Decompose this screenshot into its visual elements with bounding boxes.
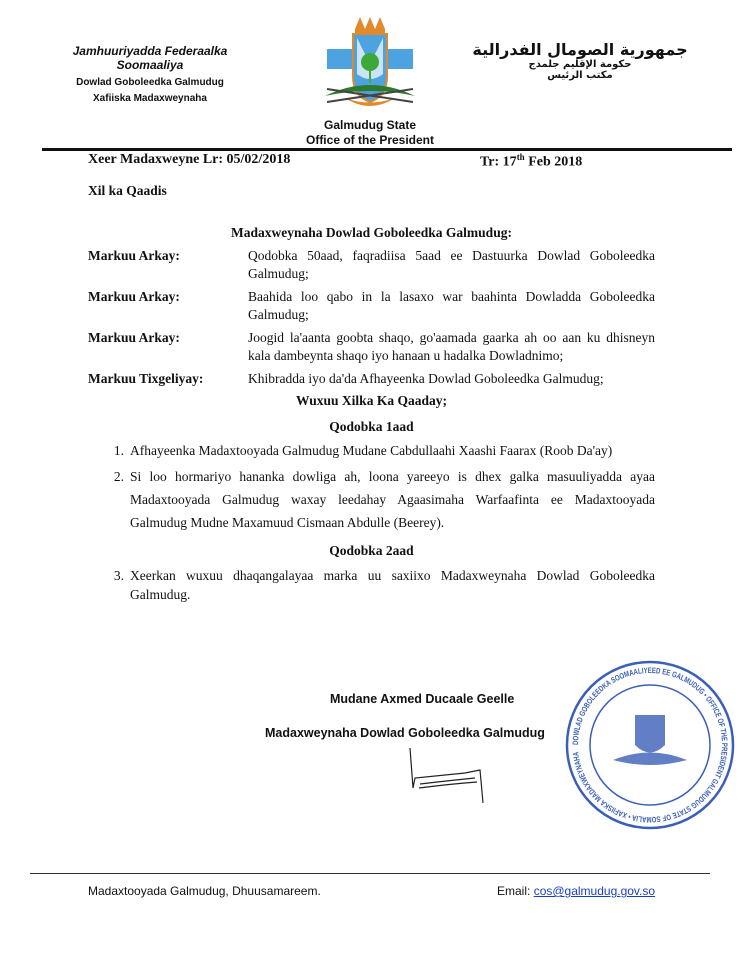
footer-email bbox=[497, 884, 655, 898]
decree-number: Xeer Madaxweyne Lr: 05/02/2018 bbox=[88, 152, 291, 167]
article-item bbox=[88, 465, 655, 534]
article-item bbox=[88, 439, 655, 462]
article-item-text: Xeerkan wuxuu dhaqangalayaa marka uu saxiixo Madaxweynaha Dowlad Goboleedka Galmudug. bbox=[130, 568, 655, 602]
signatory-name: Mudane Axmed Ducaale Geelle bbox=[330, 692, 515, 706]
article-item-text: Afhayeenka Madaxtooyada Galmudug Mudane Cabdullaahi Xaashi Faarax (Roob Da'ay) bbox=[130, 443, 613, 458]
header-right-line3: مكتب الرئيس bbox=[547, 70, 613, 81]
header-right bbox=[470, 40, 690, 81]
header-divider bbox=[42, 148, 732, 151]
header-left-line2: Dowlad Goboleedka Galmudug bbox=[76, 77, 224, 88]
official-stamp bbox=[565, 660, 735, 830]
office-name: Office of the President bbox=[305, 133, 435, 147]
item-number: 2. bbox=[113, 469, 124, 484]
consideration-row bbox=[88, 247, 655, 283]
email-label: Email: bbox=[497, 884, 534, 898]
consideration-text: Khibradda iyo da'da Afhayeenka Dowlad Goboleedka Galmudug; bbox=[248, 371, 604, 386]
item-number: 1. bbox=[113, 443, 124, 458]
article1-title: Qodobka 1aad bbox=[329, 419, 414, 434]
footer-divider bbox=[30, 873, 710, 874]
consideration-label: Markuu Arkay: bbox=[88, 289, 180, 304]
stamp-text: DOWLAD GOBOLEEDKA SOOMAALIYEED EE GALMUDUG • OFFICE OF THE PRESIDENT GALMUDUG STATE OF SOMALIA • XAFIISKA MADAXWEYNAHA bbox=[570, 665, 730, 825]
decree-body bbox=[88, 182, 655, 604]
date-suffix: th bbox=[516, 152, 525, 162]
heading: Madaxweynaha Dowlad Goboleedka Galmudug: bbox=[231, 225, 512, 240]
consideration-label: Markuu Arkay: bbox=[88, 330, 180, 345]
state-name: Galmudug State bbox=[323, 118, 416, 132]
subject: Xil ka Qaadis bbox=[88, 183, 167, 198]
signatory-title: Madaxweynaha Dowlad Goboleedka Galmudug bbox=[265, 726, 545, 740]
item-number: 3. bbox=[113, 568, 124, 583]
footer-address: Madaxtooyada Galmudug, Dhuusamareem. bbox=[88, 884, 321, 898]
consideration-row bbox=[88, 370, 655, 388]
decree-date bbox=[480, 152, 582, 171]
article-item-text: Si loo hormariyo hananka dowliga ah, loona yareeyo is dhex galka masuuliyadda ayaa Madaxtooyada Galmudug waxay leedahay Agaasimaha Warfaafinta ee Madaxtooyada Galmudug Mudne Maxamuud Cismaan Abdulle (Beerey). bbox=[130, 469, 655, 530]
date-month-year: Feb 2018 bbox=[524, 154, 583, 170]
header-right-line2: حكومة الإقليم جلمدج bbox=[528, 59, 632, 70]
date-day: Tr: 17 bbox=[480, 154, 517, 170]
consideration-label: Markuu Arkay: bbox=[88, 248, 180, 263]
consideration-text: Baahida loo qabo in la lasaxo war baahinta Dowladda Goboleedka Galmudug; bbox=[248, 289, 655, 322]
email-link[interactable]: cos@galmudug.gov.so bbox=[533, 884, 656, 898]
article2-title: Qodobka 2aad bbox=[329, 543, 414, 558]
coat-of-arms-logo bbox=[305, 14, 435, 114]
consideration-text: Joogid la'aanta goobta shaqo, go'aamada gaarka ah oo aan ku dhisneyn kala dambeynta shaqo iyo hanaan u hadalka Dowladnimo; bbox=[248, 330, 655, 363]
header-left bbox=[40, 44, 260, 104]
handwritten-signature bbox=[405, 748, 495, 808]
header-left-line1: Jamhuuriyadda Federaalka Soomaaliya bbox=[72, 44, 228, 72]
header-right-line1: جمهورية الصومال الفدرالية bbox=[472, 40, 688, 59]
consideration-label: Markuu Tixgeliyay: bbox=[88, 371, 204, 386]
consideration-text: Qodobka 50aad, faqradiisa 5aad ee Dastuurka Dowlad Goboleedka Galmudug; bbox=[248, 248, 655, 281]
consideration-row bbox=[88, 288, 655, 324]
header-left-line3: Xafiiska Madaxweynaha bbox=[93, 93, 207, 104]
article-item bbox=[88, 566, 655, 604]
consideration-row bbox=[88, 329, 655, 365]
decision: Wuxuu Xilka Ka Qaaday; bbox=[296, 393, 447, 408]
